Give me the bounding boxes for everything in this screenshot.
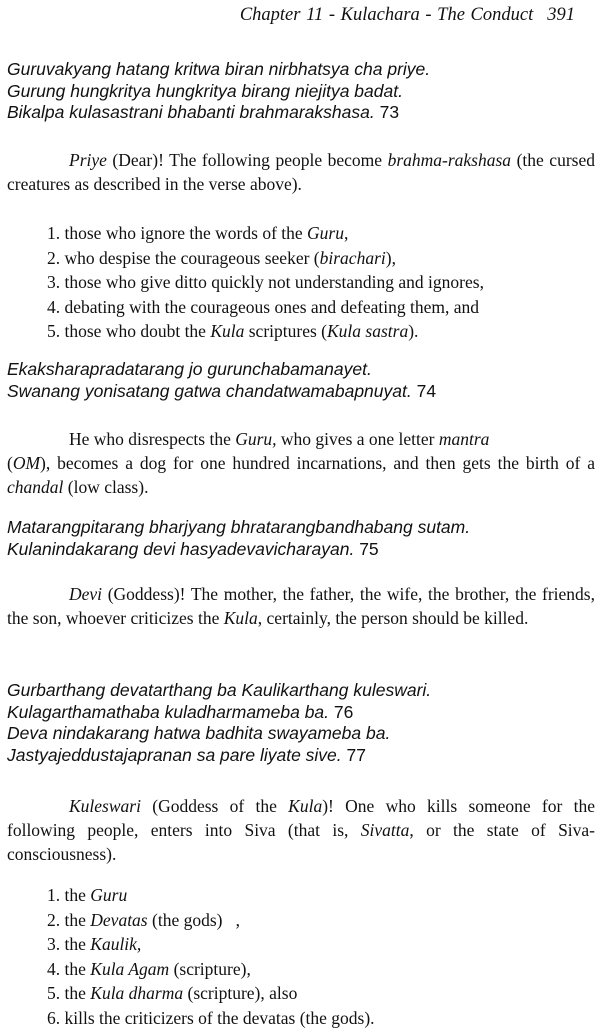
list-item: 2. the Devatas (the gods) , xyxy=(47,909,240,930)
list-item: 1. the Guru xyxy=(47,885,128,905)
running-header xyxy=(0,5,575,26)
verse-line: Swanang yonisatang gatwa chandatwamabapnuyat. 74 xyxy=(7,380,437,401)
list-item: 1. those who ignore the words of the Guru, xyxy=(47,223,349,243)
list-item: 6. kills the criticizers of the devatas (the gods). xyxy=(47,1007,375,1028)
commentary-paragraph: Kuleswari (Goddess of the Kula)! One who kills someone for the following people, enters into Siva (that is, Sivatta, or the state of Siva-consciousness). xyxy=(7,796,596,864)
verse-line: Bikalpa kulasastrani bhabanti brahmarakshasa. 73 xyxy=(7,102,400,122)
list-item: 4. debating with the courageous ones and defeating them, and xyxy=(47,296,480,317)
list-item: 2. who despise the courageous seeker (birachari), xyxy=(47,247,396,268)
verse-73 xyxy=(7,59,595,124)
verse-76-77 xyxy=(7,680,595,766)
verse-line: Jastyajeddustajapranan sa pare liyate sive. 77 xyxy=(7,744,366,765)
verse-line: Gurbarthang devatarthang ba Kaulikarthang kuleswari. xyxy=(7,680,432,700)
commentary-paragraph: Priye (Dear)! The following people become brahma-rakshasa (the cursed creatures as described in the verse above). xyxy=(7,150,595,194)
verse-line: Matarangpitarang bharjyang bhratarangbandhabang sutam. xyxy=(7,517,471,537)
verse-line: Kulagarthamathaba kuladharmameba ba. 76 xyxy=(7,701,354,722)
list-item: 5. those who doubt the Kula scriptures (Kula sastra). xyxy=(47,321,419,341)
verse-line: Kulanindakarang devi hasyadevavicharayan. 75 xyxy=(7,538,379,559)
verse-75 xyxy=(7,517,595,560)
numbered-list xyxy=(7,883,600,1030)
verse-74 xyxy=(7,359,595,402)
running-title: Chapter 11 - Kulachara - The Conduct xyxy=(239,5,534,25)
verse-line: Guruvakyang hatang kritwa biran nirbhatsya cha priye. xyxy=(7,59,431,79)
numbered-list xyxy=(7,221,600,344)
list-item: 5. the Kula dharma (scripture), also xyxy=(47,983,298,1003)
verse-line: Ekaksharapradatarang jo gurunchabamanayet. xyxy=(7,359,372,379)
commentary-paragraph: He who disrespects the Guru, who gives a one letter mantra (OM), becomes a dog for one hundred incarnations, and then gets the birth of a chandal (low class). xyxy=(7,429,595,497)
verse-number: 74 xyxy=(416,380,437,401)
list-item: 3. the Kaulik, xyxy=(47,934,142,954)
list-item: 4. the Kula Agam (scripture), xyxy=(47,958,251,979)
page-number: 391 xyxy=(547,5,575,25)
verse-line: Gurung hungkritya hungkritya birang niejitya badat. xyxy=(7,80,403,101)
verse-number: 73 xyxy=(379,102,400,122)
list-item: 3. those who give ditto quickly not understanding and ignores, xyxy=(47,272,484,292)
verse-line: Deva nindakarang hatwa badhita swayameba ba. xyxy=(7,723,391,743)
verse-number: 76 xyxy=(333,701,354,722)
verse-number: 77 xyxy=(346,744,366,765)
verse-number: 75 xyxy=(359,538,379,559)
commentary-paragraph: Devi (Goddess)! The mother, the father, the wife, the brother, the friends, the son, whoever criticizes the Kula, certainly, the person should be killed. xyxy=(7,584,595,628)
